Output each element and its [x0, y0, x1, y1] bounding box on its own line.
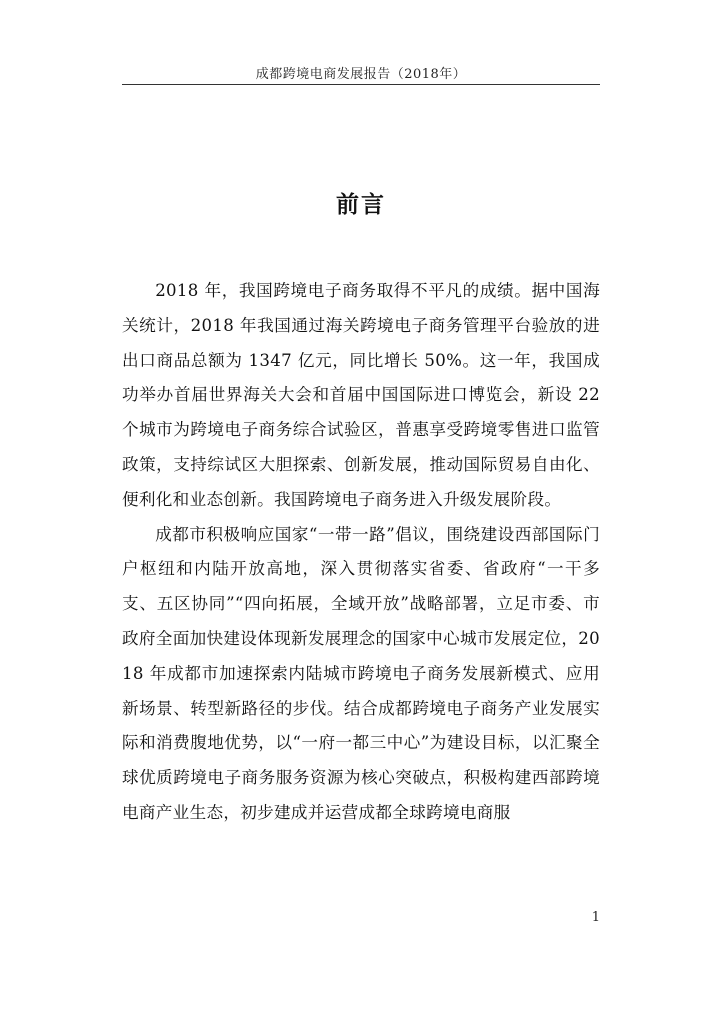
page-title: 前言 [336, 192, 386, 218]
header-rule [122, 84, 600, 85]
paragraph-2: 成都市积极响应国家“一带一路”倡议，围绕建设西部国际门户枢纽和内陆开放高地，深入贯彻落实省委、省政府“一干多支、五区协同”“四向拓展，全域开放”战略部署，立足市委、市政府全面加快建设体现新发展理念的国家中心城市发展定位，2018 年成都市加速探索内陆城市跨境电子商务发展新模式、应用新场景、转型新路径的步伐。结合成都跨境电子商务产业发展实际和消费腹地优势，以“一府一都三中心”为建设目标，以汇聚全球优质跨境电子商务服务资源为核心突破点，积极构建西部跨境电商产业生态，初步建成并运营成都全球跨境电商服 [122, 524, 600, 822]
body-text [122, 274, 600, 831]
page-number: 1 [591, 910, 600, 925]
running-header: 成都跨境电商发展报告（2018年） [255, 67, 467, 82]
paragraph-1: 2018 年，我国跨境电子商务取得不平凡的成绩。据中国海关统计，2018 年我国通过海关跨境电子商务管理平台验放的进出口商品总额为 1347 亿元，同比增长 50%。这一年，我国成功举办首届世界海关大会和首届中国国际进口博览会，新设 22 个城市为跨境电子商务综合试验区，普惠享受跨境零售进口监管政策，支持综试区大胆探索、创新发展，推动国际贸易自由化、便利化和业态创新。我国跨境电子商务进入升级发展阶段。 [122, 281, 600, 509]
